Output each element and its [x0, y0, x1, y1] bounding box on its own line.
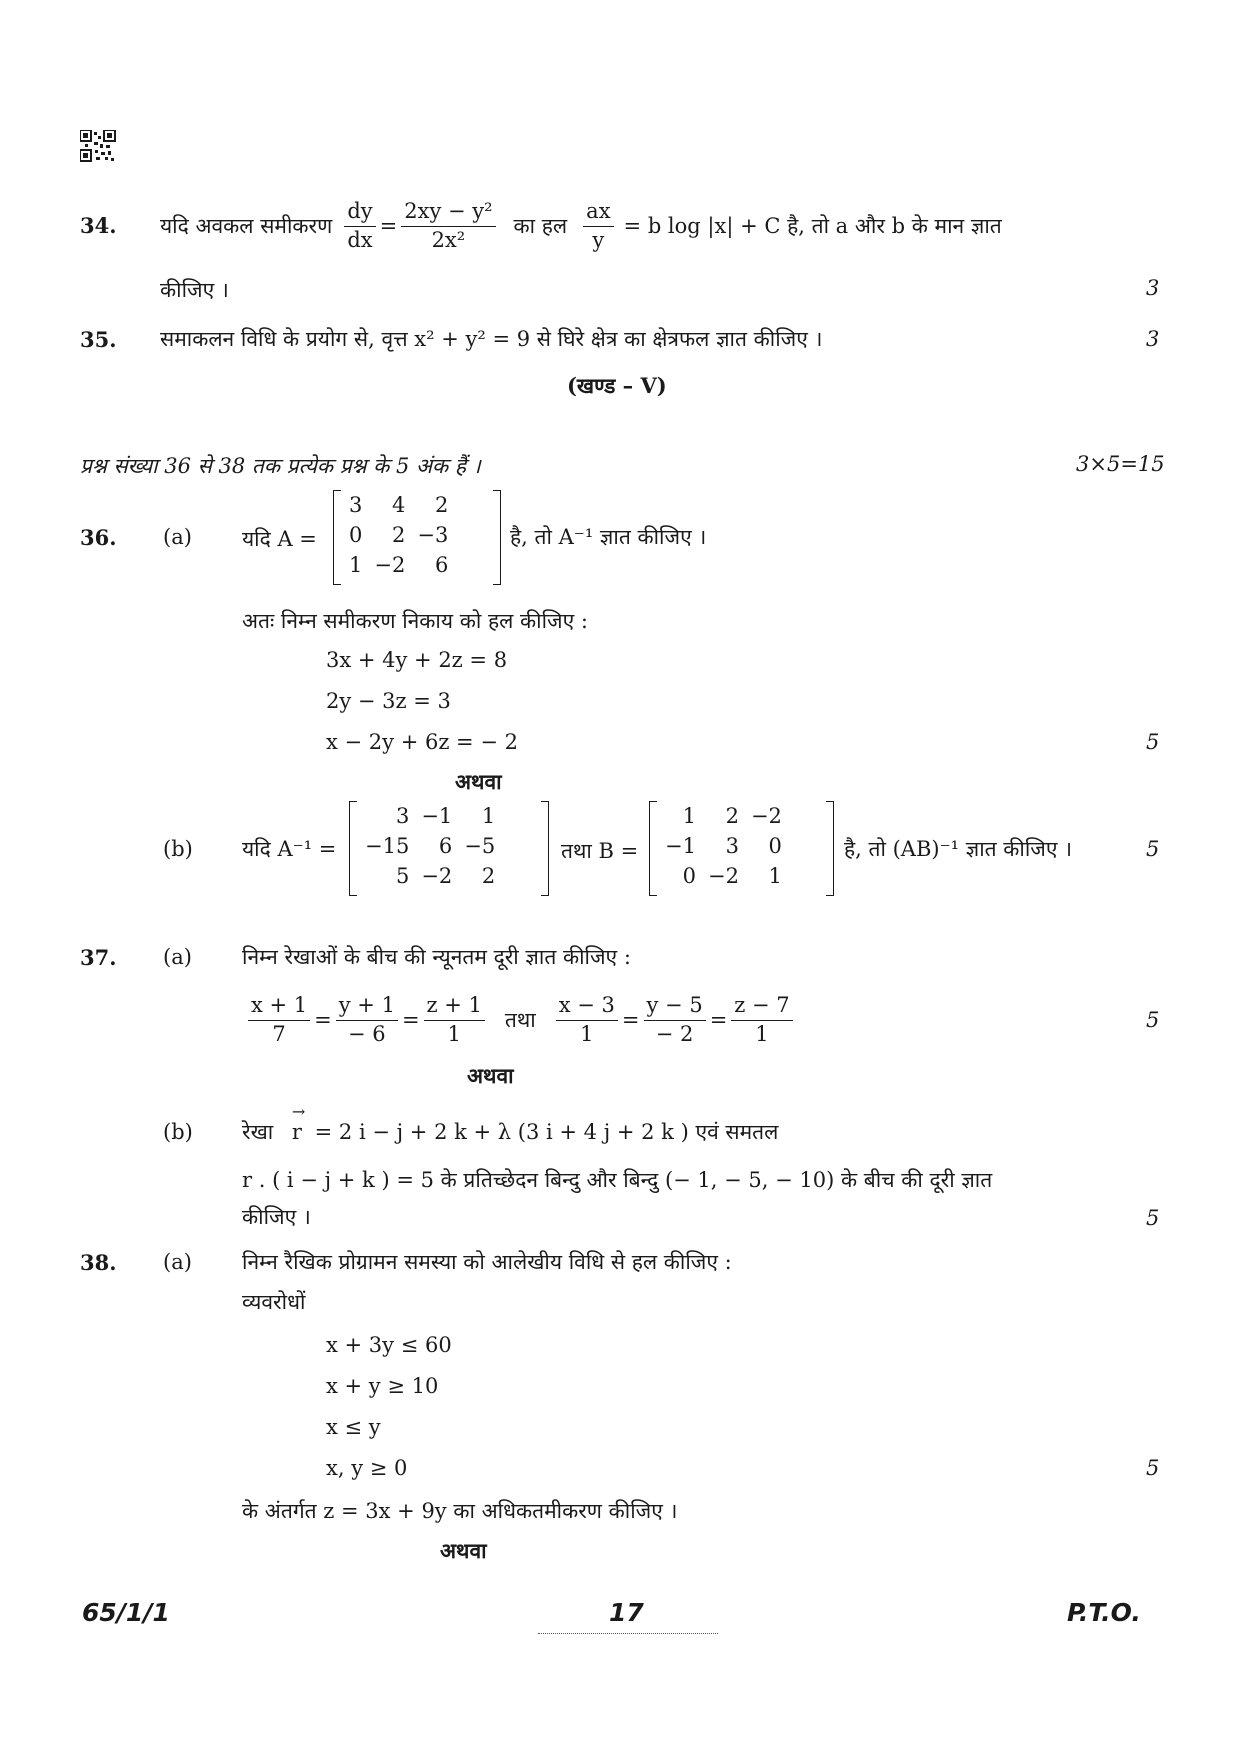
q36-b-matrix-b-cell-1-0: −1 — [665, 834, 696, 858]
q36-b-matrix-ainv-cell-2-1: −2 — [421, 864, 453, 888]
q36-b-matrix-b-cell-1-2: 0 — [768, 834, 782, 858]
q37-a-label: (a) — [163, 945, 192, 969]
q36-a-pre: यदि A = — [242, 527, 317, 551]
q37-f2-num: y + 1 — [336, 993, 398, 1020]
q37-b-line1-eq: = 2 i − j + 2 k + λ (3 i + 4 j + 2 k ) एवं समतल — [314, 1120, 779, 1144]
q34-solution-fraction — [583, 199, 613, 252]
q37-g2-den: − 2 — [655, 1021, 694, 1046]
q36-a-matrix-cell-2-1: −2 — [374, 553, 406, 577]
q36-b-matrix-ainv-cell-0-2: 1 — [481, 804, 496, 828]
q36-b-matrix-b-cell-0-2: −2 — [750, 804, 782, 828]
q34-sol-den: y — [592, 227, 605, 252]
q36-b-matrix-ainv-cell-2-2: 2 — [481, 864, 496, 888]
q36-b-matrix-b — [649, 801, 834, 896]
q34-rhs-fraction — [401, 199, 495, 252]
footer-page-number: 17 — [609, 1598, 644, 1627]
q37-f3-den: 1 — [447, 1021, 461, 1046]
q36-a-label: (a) — [163, 525, 192, 549]
q37-f1-num: x + 1 — [248, 993, 310, 1020]
q37-f2 — [336, 993, 398, 1046]
q37-f3 — [424, 993, 485, 1046]
q34-number: 34. — [80, 213, 117, 238]
q36-b-matrix-ainv-cell-1-0: −15 — [365, 834, 410, 858]
q36-b-label: (b) — [163, 837, 193, 861]
q37-b-marks: 5 — [1146, 1206, 1160, 1230]
q36-a-matrix-cell-1-2: −3 — [417, 523, 449, 547]
q34-text-c: = b log |x| + C है, तो a और b के मान ज्ञात — [623, 214, 1002, 238]
q36-or: अथवा — [455, 769, 502, 794]
q37-f1-den: 7 — [272, 1021, 286, 1046]
q36-b-matrix-ainv-cell-0-0: 3 — [395, 804, 410, 828]
q36-b-matrix-b-cell-0-1: 2 — [725, 804, 739, 828]
q34-rhs-den: 2x² — [431, 227, 466, 252]
q37-and: तथा — [504, 1008, 536, 1032]
qr-code-icon — [80, 130, 116, 162]
q36-b-matrix-ainv-cell-0-1: −1 — [421, 804, 453, 828]
q38-a-label: (a) — [163, 1250, 192, 1274]
q36-b-matrix-ainv-cell-1-1: 6 — [438, 834, 453, 858]
q37-g3-num: z − 7 — [731, 993, 792, 1020]
q36-b-matrix-ainv-cell-1-2: −5 — [464, 834, 496, 858]
q35-marks: 3 — [1146, 327, 1160, 351]
q36-a-matrix-cell-2-0: 1 — [349, 553, 363, 577]
q36-number: 36. — [80, 525, 117, 550]
section-title: (खण्ड – V) — [567, 373, 667, 398]
q34-rhs-num: 2xy − y² — [401, 199, 495, 226]
q35-text: समाकलन विधि के प्रयोग से, वृत्त x² + y² = 9 से घिरे क्षेत्र का क्षेत्रफल ज्ञात कीजिए । — [160, 327, 823, 351]
q36-eq1: 3x + 4y + 2z = 8 — [326, 648, 508, 672]
q36-eq3: x − 2y + 6z = − 2 — [326, 730, 518, 754]
q37-f3-num: z + 1 — [424, 993, 485, 1020]
q37-lines-equation: $\frac{x + 1}{7}$ = $\frac{y + 1}{- 6}$ = $\frac{z + 1}{1}$ तथा $\frac{x - 3}{1}$ = $\frac{y - 5}{- 2}$ = $\frac{z - 7}{1}$ — [244, 985, 797, 1055]
q35-number: 35. — [80, 327, 117, 352]
q37-g2-num: y − 5 — [644, 993, 706, 1020]
q38-c1: x + 3y ≤ 60 — [326, 1333, 452, 1357]
q38-number: 38. — [80, 1250, 117, 1275]
q37-b-line1 — [242, 1118, 778, 1146]
q36-b-matrix-ainv — [349, 801, 549, 896]
q38-constraints-label: व्यवरोधों — [242, 1290, 306, 1314]
q37-number: 37. — [80, 945, 117, 970]
q36-eq2: 2y − 3z = 3 — [326, 689, 451, 713]
q36-b-matrix-b-cell-1-1: 3 — [725, 834, 739, 858]
q34-sol-num: ax — [583, 199, 613, 226]
q36-b-marks: 5 — [1146, 837, 1160, 861]
q34-text-a: यदि अवकल समीकरण — [160, 214, 333, 238]
q34-dydx-num: dy — [344, 199, 375, 226]
q38-a-text: निम्न रैखिक प्रोग्रामन समस्या को आलेखीय विधि से हल कीजिए : — [242, 1250, 732, 1274]
q37-f1 — [248, 993, 310, 1046]
q37-g2 — [644, 993, 706, 1046]
q34-dydx-den: dx — [347, 227, 373, 252]
q37-b-line1-pre: रेखा — [242, 1120, 274, 1144]
q37-f2-den: − 6 — [348, 1021, 386, 1046]
q36-b-post: है, तो (AB)⁻¹ ज्ञात कीजिए । — [844, 837, 1073, 861]
footer-pto: P.T.O. — [1067, 1598, 1141, 1627]
q38-c2: x + y ≥ 10 — [326, 1374, 439, 1398]
footer-paper-code: 65/1/1 — [82, 1598, 170, 1627]
q36-a-matrix-cell-1-1: 2 — [391, 523, 406, 547]
q36-b-matrix-b-cell-2-2: 1 — [768, 864, 782, 888]
q38-c4: x, y ≥ 0 — [326, 1456, 408, 1480]
q36-a-matrix-cell-2-2: 6 — [434, 553, 449, 577]
q38-or: अथवा — [440, 1538, 487, 1563]
q38-maximize: के अंतर्गत z = 3x + 9y का अधिकतमीकरण कीजिए । — [242, 1499, 678, 1523]
instruction-marks: 3×5=15 — [1076, 452, 1165, 476]
q37-g1-den: 1 — [580, 1021, 594, 1046]
q37-g3 — [731, 993, 792, 1046]
q36-hence: अतः निम्न समीकरण निकाय को हल कीजिए : — [242, 609, 588, 633]
q38-c3: x ≤ y — [326, 1415, 381, 1439]
q36-b-mid: तथा B = — [561, 839, 639, 863]
q34-statement: यदि अवकल समीकरण $\frac{dy}{dx}$ = $\frac{\text{2xy − y²}}{\text{2x²}}$ का हल $\frac{ax}{y}$ = b log |x| + C है, तो a और b के मान ज्ञात — [160, 199, 1002, 252]
q38-a-marks: 5 — [1146, 1456, 1160, 1480]
q37-g1-num: x − 3 — [556, 993, 618, 1020]
q34-text-d: कीजिए । — [160, 278, 229, 302]
q34-text-b: का हल — [513, 214, 568, 238]
instruction-text: प्रश्न संख्या 36 से 38 तक प्रत्येक प्रश्न के 5 अंक हैं । — [80, 454, 481, 478]
q36-a-post: है, तो A⁻¹ ज्ञात कीजिए । — [510, 525, 707, 549]
q37-or: अथवा — [467, 1063, 514, 1088]
q36-a-marks: 5 — [1146, 730, 1160, 754]
q37-g3-den: 1 — [755, 1021, 769, 1046]
q36-b-matrix-b-cell-2-0: 0 — [682, 864, 696, 888]
q37-b-r-vector: → r — [292, 1120, 302, 1144]
q34-dydx-fraction — [344, 199, 375, 252]
q34-marks: 3 — [1146, 276, 1160, 300]
q37-b-line3: कीजिए । — [242, 1205, 311, 1229]
q37-a-text: निम्न रेखाओं के बीच की न्यूनतम दूरी ज्ञात कीजिए : — [242, 945, 631, 969]
q37-a-marks: 5 — [1146, 1008, 1160, 1032]
q37-g1 — [556, 993, 618, 1046]
q36-a-matrix-cell-0-1: 4 — [391, 493, 406, 517]
q36-b-matrix-b-cell-2-1: −2 — [707, 864, 739, 888]
q36-b-matrix-ainv-cell-2-0: 5 — [395, 864, 410, 888]
q37-b-label: (b) — [163, 1120, 193, 1144]
q36-b-pre: यदि A⁻¹ = — [242, 837, 337, 861]
q36-b-matrix-b-cell-0-0: 1 — [682, 804, 696, 828]
footer-barcode-strip — [538, 1633, 718, 1637]
q36-a-matrix — [333, 490, 501, 585]
q37-b-line2: r . ( i − j + k ) = 5 के प्रतिच्छेदन बिन्दु और बिन्दु (− 1, − 5, − 10) के बीच की दूरी ज्ञात — [242, 1168, 993, 1192]
q36-a-matrix-cell-0-0: 3 — [349, 493, 363, 517]
q36-a-matrix-cell-0-2: 2 — [434, 493, 449, 517]
q36-a-matrix-cell-1-0: 0 — [349, 523, 363, 547]
